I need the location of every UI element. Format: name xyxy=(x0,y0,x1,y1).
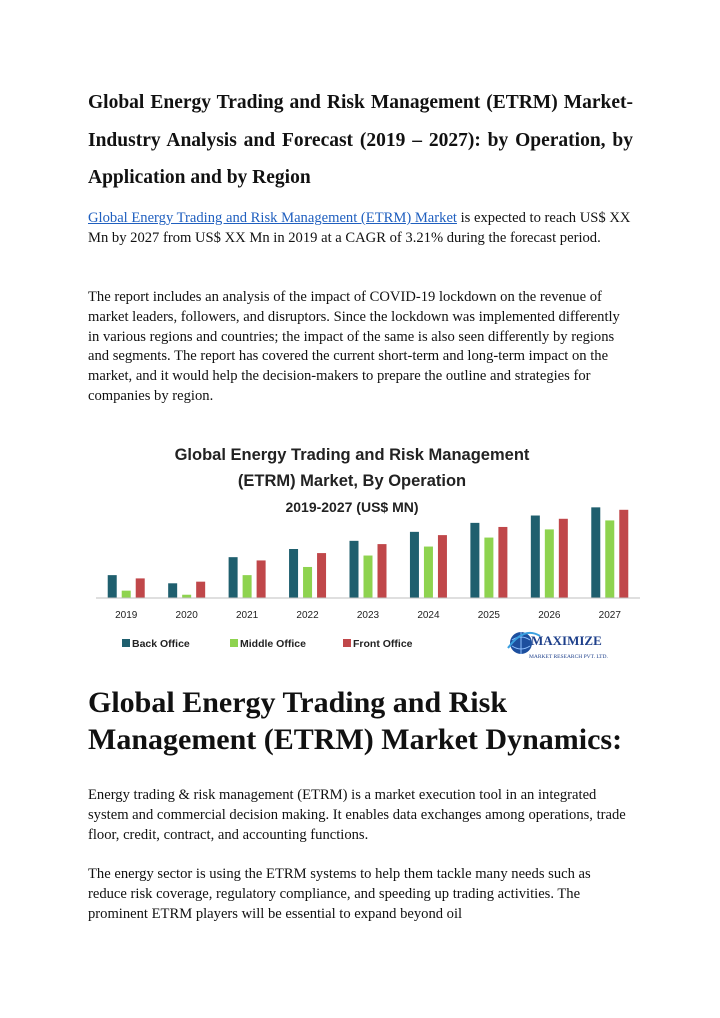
bar-middle-office-2023 xyxy=(364,556,373,598)
bar-middle-office-2024 xyxy=(424,547,433,598)
chart-legend xyxy=(122,638,413,650)
bar-middle-office-2025 xyxy=(484,538,493,598)
legend-swatch xyxy=(343,639,351,647)
bar-back-office-2027 xyxy=(591,507,600,598)
covid-paragraph: The report includes an analysis of the impact of COVID-19 lockdown on the revenue of market leaders, followers, and disruptors. Since the lockdown was implemented differently in various regions and countries; the impact of the same is also seen differently by regions and segments. The report has covered the current short-term and long-term impact on the market, and it would help the decision-makers to prepare the outline and strategies for companies by region. xyxy=(88,289,620,404)
bar-middle-office-2026 xyxy=(545,529,554,598)
dynamics-paragraph-2: The energy sector is using the ETRM systems to help them tackle many needs such as reduce risk coverage, regulatory compliance, and speeding up trading activities. The prominent ETRM players will be essential to expand beyond oil xyxy=(88,866,591,922)
bar-back-office-2026 xyxy=(531,516,540,598)
legend-label: Front Office xyxy=(353,638,413,650)
document-title: Global Energy Trading and Risk Management (ETRM) Market-Industry Analysis and Forecast (2019 – 2027): by Operation, by Application and by Region xyxy=(88,92,633,188)
bar-front-office-2024 xyxy=(438,535,447,598)
bar-front-office-2026 xyxy=(559,519,568,598)
x-tick-label: 2019 xyxy=(115,610,138,621)
bar-front-office-2025 xyxy=(498,527,507,598)
legend-item xyxy=(230,638,306,650)
chart-bars xyxy=(108,507,629,598)
bar-front-office-2021 xyxy=(257,560,266,598)
bar-middle-office-2022 xyxy=(303,567,312,598)
logo-subtitle: MARKET RESEARCH PVT. LTD. xyxy=(529,654,608,660)
legend-swatch xyxy=(230,639,238,647)
intro-text: is expected to reach US$ XX Mn by 2027 from US$ XX Mn in 2019 at a CAGR of 3.21% during the forecast period. xyxy=(88,210,631,246)
bar-back-office-2023 xyxy=(350,541,359,598)
bar-front-office-2023 xyxy=(378,544,387,598)
legend-item xyxy=(343,638,413,650)
x-tick-label: 2025 xyxy=(477,610,501,621)
x-tick-label: 2021 xyxy=(235,610,259,621)
x-tick-label: 2022 xyxy=(296,610,319,621)
bar-back-office-2021 xyxy=(229,557,238,598)
section-heading: Global Energy Trading and Risk Management (ETRM) Market Dynamics: xyxy=(88,686,623,756)
chart-title-line: 2019-2027 (US$ MN) xyxy=(285,499,419,515)
x-tick-label: 2027 xyxy=(598,610,621,621)
legend-label: Back Office xyxy=(132,638,190,650)
x-tick-label: 2020 xyxy=(175,610,198,621)
chart-x-ticks xyxy=(115,610,621,621)
legend-swatch xyxy=(122,639,130,647)
bar-back-office-2022 xyxy=(289,549,298,598)
bar-back-office-2020 xyxy=(168,583,177,598)
operation-chart xyxy=(88,436,643,668)
market-report-link[interactable]: Global Energy Trading and Risk Management (ETRM) Market xyxy=(88,210,457,226)
maximize-logo xyxy=(508,632,609,660)
bar-middle-office-2027 xyxy=(605,520,614,598)
bar-front-office-2019 xyxy=(136,578,145,598)
dynamics-paragraph-1: Energy trading & risk management (ETRM) is a market execution tool in an integrated system and commercial decision making. It enables data exchanges among operations, trade floor, credit, contract, and accounting functions. xyxy=(88,787,626,843)
bar-back-office-2024 xyxy=(410,532,419,598)
x-tick-label: 2026 xyxy=(538,610,561,621)
bar-back-office-2019 xyxy=(108,575,117,598)
chart-title-line: Global Energy Trading and Risk Management xyxy=(174,446,530,464)
bar-front-office-2027 xyxy=(619,510,628,598)
logo-name: MAXIMIZE xyxy=(531,633,602,648)
bar-middle-office-2021 xyxy=(243,575,252,598)
bar-front-office-2020 xyxy=(196,582,205,598)
bar-middle-office-2019 xyxy=(122,591,131,598)
chart-title xyxy=(175,446,530,515)
x-tick-label: 2023 xyxy=(356,610,380,621)
legend-label: Middle Office xyxy=(240,638,306,650)
legend-item xyxy=(122,638,190,650)
chart-svg xyxy=(88,436,643,668)
intro-paragraph xyxy=(88,209,633,249)
bar-back-office-2025 xyxy=(470,523,479,598)
x-tick-label: 2024 xyxy=(417,610,440,621)
chart-title-line: (ETRM) Market, By Operation xyxy=(237,472,467,490)
bar-front-office-2022 xyxy=(317,553,326,598)
